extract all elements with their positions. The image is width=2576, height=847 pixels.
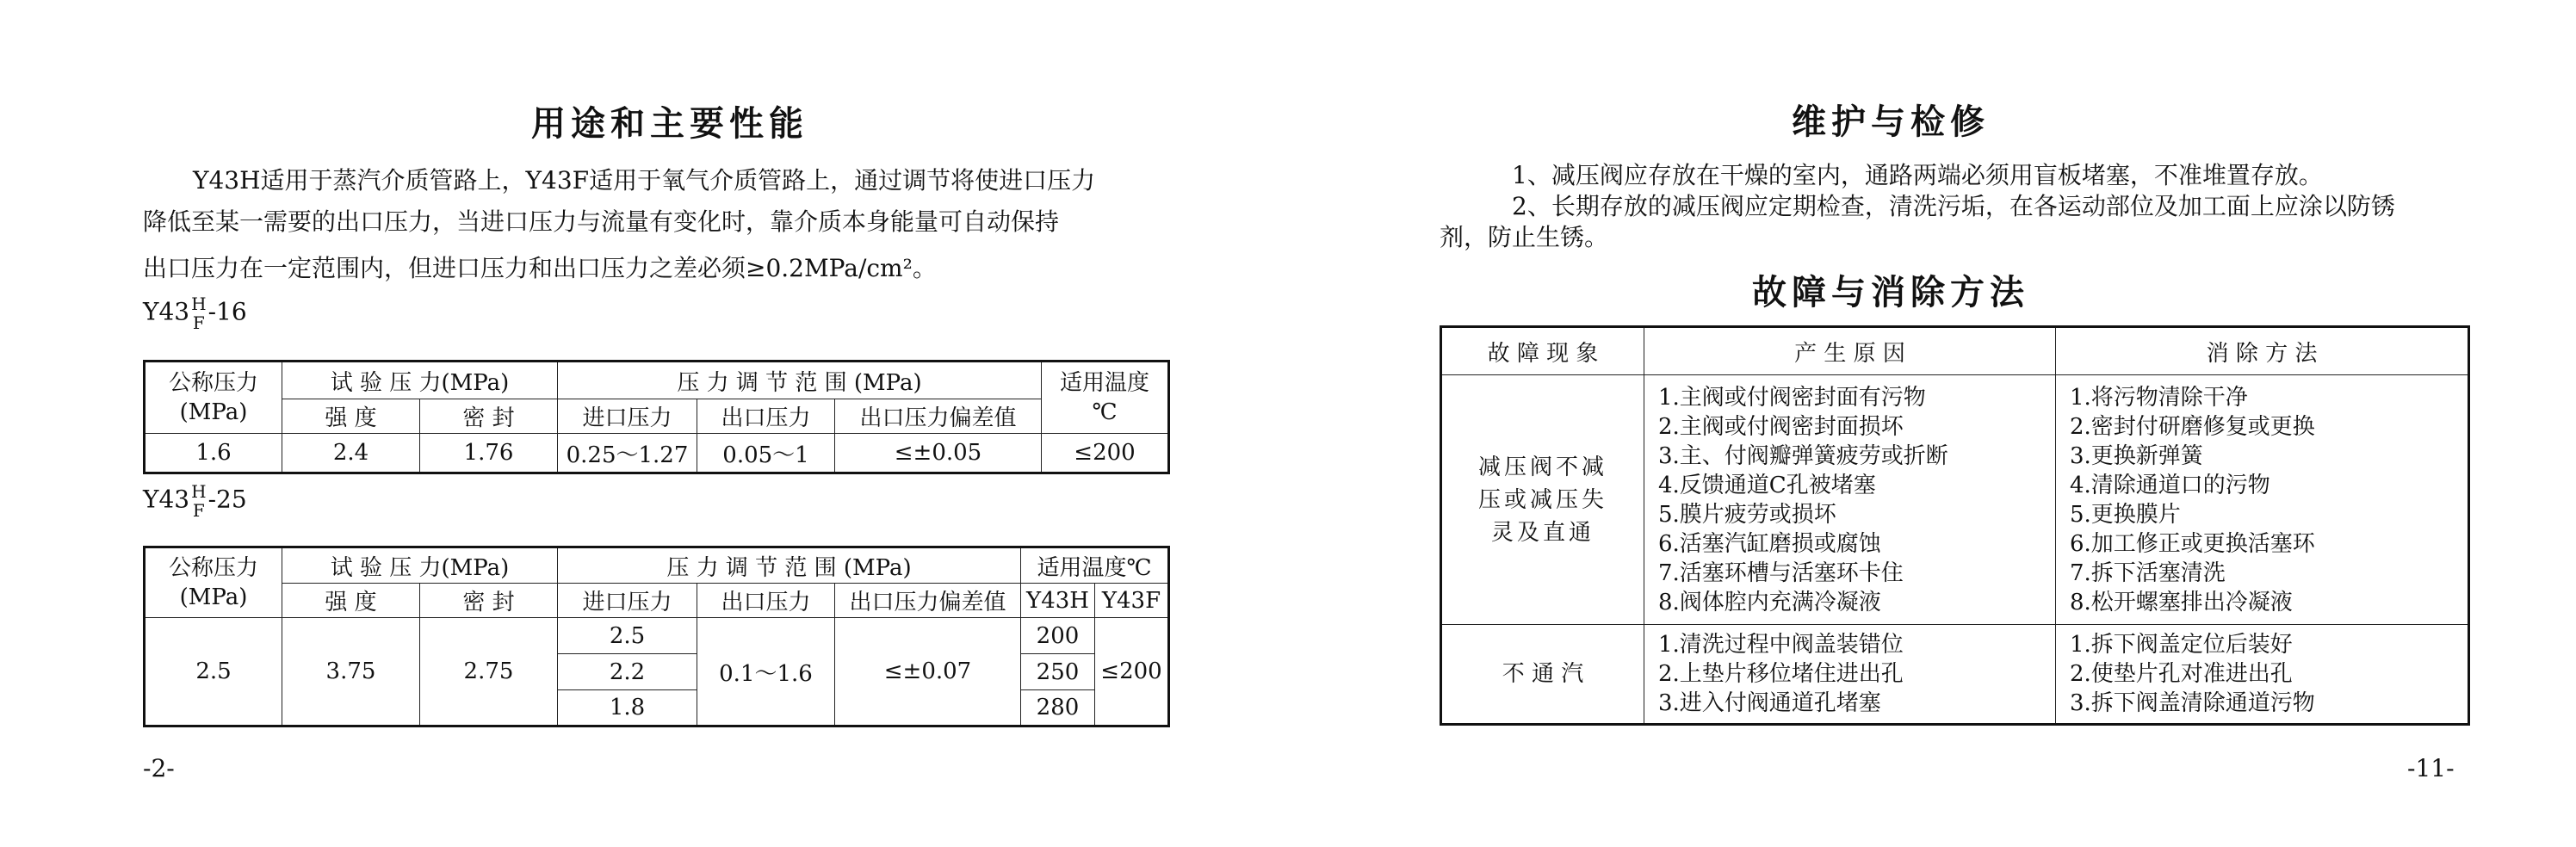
maintenance-line-1: 1、减压阀应存放在干燥的室内，通路两端必须用盲板堵塞，不准堆置存放。 <box>1512 161 2323 189</box>
cell-deviation: ≤±0.05 <box>835 434 1042 473</box>
intro-line-2: 降低至某一需要的出口压力，当进口压力与流量有变化时，靠介质本身能量可自动保持 <box>143 207 1060 236</box>
list-item: 3.进入付阀通道孔堵塞 <box>1658 690 1881 716</box>
spec-table-16 <box>143 360 1170 474</box>
cell-temp-f: ≤200 <box>1095 618 1169 726</box>
page-title: 维护与检修 <box>1792 102 1990 142</box>
table-row <box>1441 625 2469 725</box>
model-top: H <box>191 294 207 314</box>
page-number: -11- <box>2407 754 2455 782</box>
list-item: 7.拆下活塞清洗 <box>2070 560 2226 586</box>
header-temp-unit: ℃ <box>1092 399 1118 425</box>
header-seal: 密 封 <box>420 399 558 434</box>
model-label-25 <box>143 482 247 520</box>
header-y43h: Y43H <box>1021 584 1095 618</box>
maintenance-line-2: 2、长期存放的减压阀应定期检查，清洗污垢，在各运动部位及加工面上应涂以防锈 <box>1512 192 2395 220</box>
list-item: 6.加工修正或更换活塞环 <box>2070 530 2315 557</box>
cell-causes <box>1644 625 2056 725</box>
cell-inlet: 0.25～1.27 <box>558 434 697 473</box>
header-cause: 产 生 原 因 <box>1644 327 2056 375</box>
cell-seal: 1.76 <box>420 434 558 473</box>
header-seal: 密 封 <box>420 584 558 618</box>
cell-outlet: 0.1～1.6 <box>697 618 835 726</box>
model-fraction <box>191 482 206 520</box>
list-item: 1.清洗过程中阀盖装错位 <box>1658 632 1904 658</box>
model-bottom: F <box>192 312 205 333</box>
cell-strength: 2.4 <box>282 434 420 473</box>
table-row <box>1441 375 2469 625</box>
header-inlet: 进口压力 <box>558 399 697 434</box>
header-symptom: 故 障 现 象 <box>1441 327 1644 375</box>
cell-inlet: 2.5 <box>558 618 697 654</box>
list-item: 6.活塞汽缸磨损或腐蚀 <box>1658 530 1881 557</box>
cell-temp: ≤200 <box>1042 434 1169 473</box>
list-item: 2.主阀或付阀密封面损坏 <box>1658 413 1904 440</box>
model-label-16 <box>143 294 247 332</box>
header-nominal-unit: (MPa) <box>179 584 248 610</box>
header-deviation: 出口压力偏差值 <box>835 584 1021 618</box>
cell-symptom: 不 通 汽 <box>1441 625 1644 725</box>
list-item: 2.密封付研磨修复或更换 <box>2070 413 2315 440</box>
header-remedy: 消 除 方 法 <box>2056 327 2469 375</box>
maintenance-line-3: 剂，防止生锈。 <box>1440 223 1609 251</box>
list-item: 5.膜片疲劳或损坏 <box>1658 501 1836 528</box>
list-item: 1.拆下阀盖定位后装好 <box>2070 632 2293 658</box>
list-item: 8.松开螺塞排出冷凝液 <box>2070 589 2293 615</box>
header-y43f: Y43F <box>1095 584 1169 618</box>
header-nominal-unit: (MPa) <box>179 399 248 425</box>
intro-line-3: 出口压力在一定范围内，但进口压力和出口压力之差必须≥0.2MPa/cm²。 <box>143 254 937 282</box>
header-nominal <box>145 362 282 434</box>
cell-symptom <box>1441 375 1644 625</box>
header-nominal-label: 公称压力 <box>168 555 258 581</box>
header-strength: 强 度 <box>282 399 420 434</box>
list-item: 1.主阀或付阀密封面有污物 <box>1658 384 1926 411</box>
cell-inlet: 2.2 <box>558 654 697 690</box>
list-item: 5.更换膜片 <box>2070 501 2181 528</box>
list-item: 3.主、付阀瓣弹簧疲劳或折断 <box>1658 442 1948 469</box>
list-item: 2.使垫片孔对准进出孔 <box>2070 661 2293 687</box>
model-suffix: -25 <box>207 485 247 514</box>
list-item: 4.清除通道口的污物 <box>2070 472 2270 498</box>
cell-causes <box>1644 375 2056 625</box>
list-item: 3.更换新弹簧 <box>2070 442 2203 469</box>
list-item: 1.将污物清除干净 <box>2070 384 2248 411</box>
header-temp: 适用温度℃ <box>1021 547 1169 584</box>
cell-nominal: 1.6 <box>145 434 282 473</box>
model-prefix: Y43 <box>143 485 190 514</box>
list-item: 4.反馈通道C孔被堵塞 <box>1658 472 1876 498</box>
cell-nominal: 2.5 <box>145 618 282 726</box>
header-outlet: 出口压力 <box>697 584 835 618</box>
header-test: 试 验 压 力(MPa) <box>282 547 558 584</box>
spec-table-25 <box>143 546 1170 727</box>
list-item: 3.拆下阀盖清除通道污物 <box>2070 690 2315 716</box>
cell-temp-h: 250 <box>1021 654 1095 690</box>
model-fraction <box>191 294 206 332</box>
intro-line-1: Y43H适用于蒸汽介质管路上，Y43F适用于氧气介质管路上，通过调节将使进口压力 <box>193 166 1096 195</box>
model-bottom: F <box>192 500 205 521</box>
section-title: 故障与消除方法 <box>1752 273 2029 312</box>
list-item: 2.上垫片移位堵住进出孔 <box>1658 661 1904 687</box>
cell-remedies <box>2056 625 2469 725</box>
header-temp-label: 适用温度 <box>1059 370 1149 396</box>
header-inlet: 进口压力 <box>558 584 697 618</box>
header-temp <box>1042 362 1169 434</box>
table-row <box>145 434 1169 473</box>
cell-deviation: ≤±0.07 <box>835 618 1021 726</box>
cell-inlet: 1.8 <box>558 690 697 726</box>
fault-table <box>1440 325 2470 726</box>
table-row <box>145 618 1169 654</box>
cell-temp-h: 200 <box>1021 618 1095 654</box>
symptom-text: 减压阀不减压或减压失灵及直通 <box>1477 454 1607 546</box>
model-prefix: Y43 <box>143 297 190 326</box>
cell-remedies <box>2056 375 2469 625</box>
cell-strength: 3.75 <box>282 618 420 726</box>
cell-outlet: 0.05～1 <box>697 434 835 473</box>
list-item: 7.活塞环槽与活塞环卡住 <box>1658 560 1904 586</box>
header-nominal-label: 公称压力 <box>168 370 258 396</box>
cell-temp-h: 280 <box>1021 690 1095 726</box>
list-item: 8.阀体腔内充满冷凝液 <box>1658 589 1881 615</box>
header-strength: 强 度 <box>282 584 420 618</box>
model-top: H <box>191 481 207 502</box>
header-test: 试 验 压 力(MPa) <box>282 362 558 399</box>
header-range: 压 力 调 节 范 围 (MPa) <box>558 547 1021 584</box>
right-page <box>1288 0 2576 847</box>
header-range: 压 力 调 节 范 围 (MPa) <box>558 362 1042 399</box>
cell-seal: 2.75 <box>420 618 558 726</box>
header-nominal <box>145 547 282 618</box>
model-suffix: -16 <box>207 297 247 326</box>
header-deviation: 出口压力偏差值 <box>835 399 1042 434</box>
page-title: 用途和主要性能 <box>531 104 808 144</box>
page-number: -2- <box>143 754 175 782</box>
header-outlet: 出口压力 <box>697 399 835 434</box>
